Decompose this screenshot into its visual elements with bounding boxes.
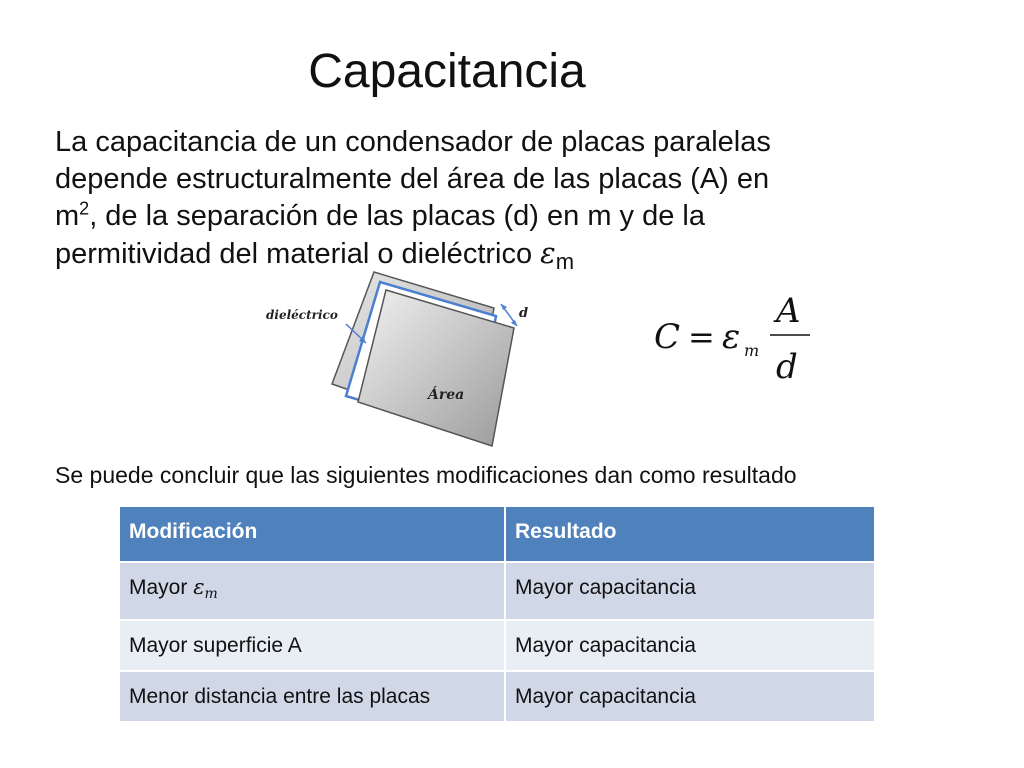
result-cell: Mayor capacitancia bbox=[505, 671, 875, 722]
separation-label: d bbox=[519, 306, 529, 321]
slide-title: Capacitancia bbox=[308, 45, 586, 98]
result-cell: Mayor capacitancia bbox=[505, 562, 875, 620]
intro-line-3 bbox=[55, 198, 985, 235]
epsilon-subscript: m bbox=[555, 249, 575, 274]
header-result: Resultado bbox=[505, 506, 875, 562]
result-cell: Mayor capacitancia bbox=[505, 620, 875, 671]
area-label: Área bbox=[428, 387, 465, 403]
separation-arrow-head-bottom bbox=[511, 320, 517, 326]
modification-cell: Mayor superficie A bbox=[119, 620, 505, 671]
modification-cell bbox=[119, 562, 505, 620]
table-row bbox=[119, 671, 875, 722]
formula-lhs: C bbox=[654, 317, 681, 357]
formula-numerator: A bbox=[776, 292, 801, 331]
unit-exponent: 2 bbox=[79, 198, 90, 219]
dielectric-label: dieléctrico bbox=[266, 308, 338, 322]
conclusion-text: Se puede concluir que las siguientes modificaciones dan como resultado bbox=[55, 462, 797, 488]
table-header-row bbox=[119, 506, 875, 562]
epsilon-symbol: ε bbox=[193, 575, 205, 599]
intro-line-4-text: permitividad del material o dieléctrico bbox=[55, 238, 541, 270]
formula-epsilon-subscript: m bbox=[744, 341, 760, 360]
epsilon-subscript: m bbox=[204, 586, 218, 602]
capacitor-plates-diagram bbox=[262, 268, 534, 448]
intro-line-1: La capacitancia de un condensador de placas paralelas bbox=[55, 126, 771, 158]
capacitance-formula bbox=[650, 292, 820, 392]
intro-paragraph bbox=[55, 124, 985, 280]
modification-text: Mayor bbox=[129, 576, 194, 599]
formula-epsilon: ε bbox=[722, 317, 741, 357]
table-row bbox=[119, 562, 875, 620]
header-modification: Modificación bbox=[119, 506, 505, 562]
separation-arrow-head-top bbox=[501, 304, 507, 310]
formula-denominator: d bbox=[776, 347, 798, 387]
results-table bbox=[118, 505, 876, 723]
epsilon-symbol: ε bbox=[540, 236, 556, 270]
intro-line-3-text: , de la separación de las placas (d) en m y de la bbox=[89, 200, 705, 232]
unit-m: m bbox=[55, 200, 80, 232]
formula-equals: = bbox=[688, 318, 715, 356]
table-row bbox=[119, 620, 875, 671]
modification-cell: Menor distancia entre las placas bbox=[119, 671, 505, 722]
intro-line-2: depende estructuralmente del área de las placas (A) en bbox=[55, 163, 770, 195]
